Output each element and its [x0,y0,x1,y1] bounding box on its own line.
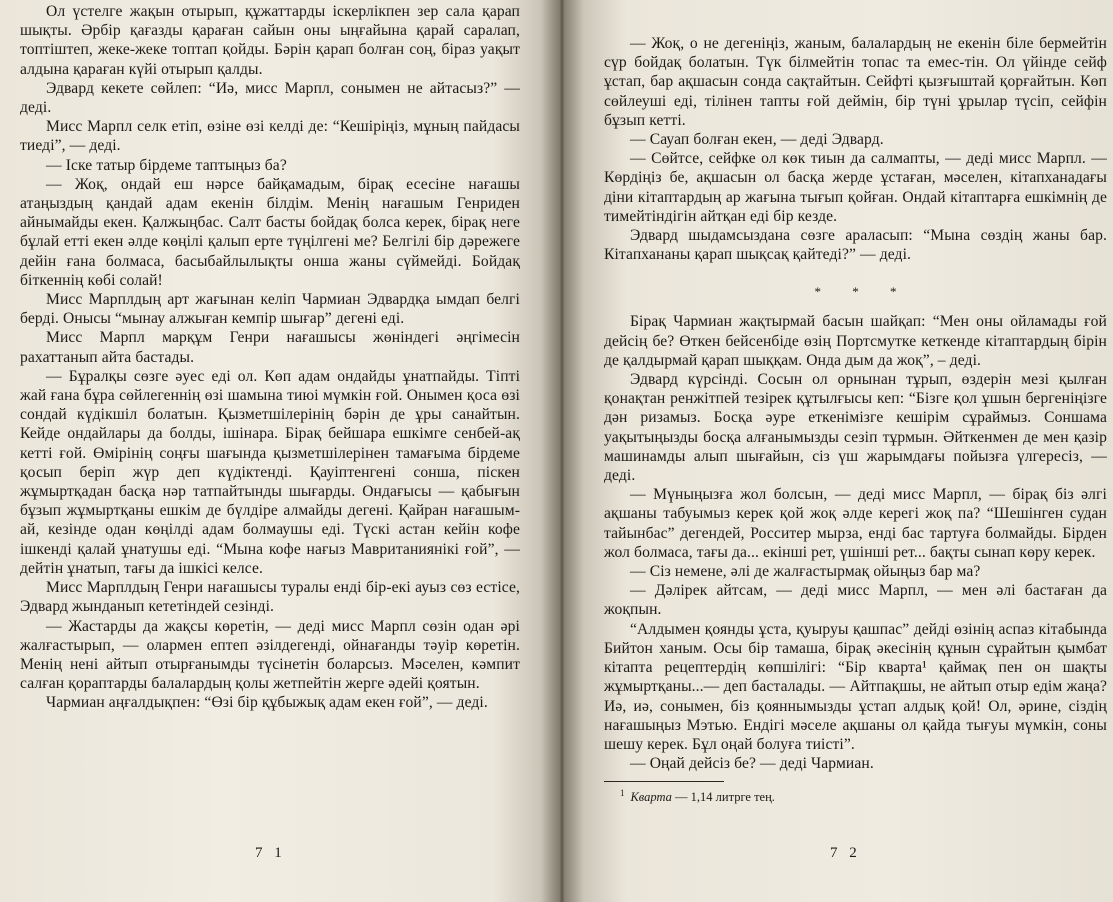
paragraph: — Жастарды да жақсы көретін, — деді мисс Марпл сөзін одан әрі жалғастырып, — олармен ептеп әзілдегенді, ойнағанды тәуір көретін. Менің нені айтып отырғанымды түсінетін боларсыз. Мәселен, кәмпит салған қораптарды балалардың қолы жетпейтін жерге әдейі қоятын. [20,617,520,693]
paragraph: — Жоқ, о не дегеніңіз, жаным, балалардың не екенін біле бермейтін сүр бойдақ болатын. Түк білмейтін топас та емес-тін. Ол үйінде сейф ұстап, бар ақшасын сонда сақтайтын. Сейфті қызғыштай қорғайтын. Көп сөйлеуші еді, тілінен тапты ғой деймін, бір түні ұрылар түсіп, сейфін бұзып кетті. [604,35,1107,129]
paragraph: Эдвард шыдамсыздана сөзге араласып: “Мына сөздің жаны бар. Кітапхананы қарап шықсақ қайтеді?” — деді. [604,227,1107,264]
paragraph: — Оңай дейсіз бе? — деді Чармиан. [630,755,874,773]
left-page-text [20,2,520,713]
paragraph: Мисс Марплдың арт жағынан келіп Чармиан Эдвардқа ымдап белгі берді. Онысы “мынау алжыған кемпір шығар” дегені еді. [20,291,520,328]
paragraph: Мисс Марплдың Генри нағашысы туралы енді бір-екі ауыз сөз естісе, Эдвард жынданып кететіндей сезінді. [20,579,520,616]
paragraph: — Іске татыр бірдеме таптыңыз ба? [46,156,287,174]
paragraph: — Дәлірек айтсам, — деді мисс Марпл, — мен әлі бастаған да жоқпын. [604,582,1107,619]
paragraph: — Сауап болған екен, — деді Эдвард. [630,131,884,149]
paragraph: — Сіз немене, әлі де жалғастырмақ ойыңыз бар ма? [630,563,981,581]
paragraph: Эдвард күрсінді. Сосын ол орнынан тұрып, өздерін мезі қылған қонақтан ренжітпей тезірек құтылғысы кеп: “Бізге қол ұшын бергеніңізге дән ризамыз. Босқа әуре еткенімізге кешірім сұраймыз. Соншама уақытыңызды босқа алғанымызды сезіп тұрмын. Әйткенмен де мен қазір машинамды алып шығайын, сіз үш жарымдағы пойызға үлгересіз, — деді. [604,371,1107,485]
right-page [560,0,1113,902]
paragraph: “Алдымен қоянды ұста, қуыруы қашпас” дейді өзінің аспаз кітабында Бийтон ханым. Осы бір тамаша, бірақ әкесінің құнын сұрайтын қымбат кітапта рецептердің көпшілігі: “Бір кварта¹ қаймақ пен он шақты жұмыртқаны...— деп басталады. — Айтпақшы, не айтып отыр едім жаңа? Иә, иә, сонымен, біз қояннымызды ұстап алдық қой! Ол, әрине, сіздің нағашыңыз Мэтью. Ендігі мәселе ақшаны ол қайда тығуы мүмкін, соны шешу керек. Бұл оңай болуға тиісті”. [604,620,1107,753]
right-page-number: 7 2 [830,845,861,861]
paragraph: — Мүныңызға жол болсын, — деді мисс Марпл, — бірақ біз әлгі ақшаны табуымыз керек қой жоқ әлде керегі жоқ па? “Шешінген судан тайынбас” дегендей, Росситер мырза, енді бас тартуға болмайды. Бірден жол болмаса, тағы да... екінші рет, үшінші рет... бақты сынап көру керек. [604,486,1107,561]
footnote-definition: — 1,14 литрге тең. [675,790,775,805]
paragraph: Бірақ Чармиан жақтырмай басын шайқап: “Мен оны ойламады ғой дейсің бе? Өткен бейсенбіде өзің Портсмутке кеткенде кітаптардың бірін де қалдырмай қарап шыққам. Онда дым да жоқ”, – деді. [604,313,1107,369]
footnote-rule [604,781,724,782]
paragraph: — Сөйтсе, сейфке ол көк тиын да салмапты, — деді мисс Марпл. — Көрдіңіз бе, ақшасын ол басқа жерде ұстаған, мәселен, кітапханадағы діни кітаптардың ар жағына тығып қойған. Ондай кітаптарға ешкімнің де тимейтіндігін айтқан еді бір кезде. [604,150,1107,225]
footnote [604,786,1107,805]
paragraph: — Бұралқы сөзге әуес еді ол. Көп адам ондайды ұнатпайды. Тіпті жай ғана бұра сөйлегеннің өзі шамына тиюі мүмкін ғой. Онымен қоса өзі сондай күдікшіл болатын. Қызметшілерінің бәрін де ұры санайтын. Кейде ондайлары да болды, ішінара. Бірақ бейшара ешкімге сенбей-ақ кетті ғой. Өмірінің соңғы шағында қызметшілерінен тамағыма бірдеме қосып беріп жүр деп күдіктенді. Қауіптенгені сонша, піскен жұмыртқадан басқа нәр татпайтынды шығарды. Ондағысы — қабығын бұзып жұмыртқаны ешкім де бүлдіре алмайды дегені. Қайран нағашым-ай, кезінде одан көңілді адам болмаушы еді. Түскі астан кейін кофе ішкенді қалай ұнатушы еді. “Мына кофе нағыз Мавританиянікі ғой”, — дейтін ұнатып, тағы да ішкісі келсе. [20,367,520,577]
footnote-term: Кварта [630,790,672,805]
paragraph: Ол үстелге жақын отырып, құжаттарды іскерлікпен зер сала қарап шықты. Әрбір қағазды қараған сайын оны ыңғайына қарай саралап, топтіштеп, жеке-жеке топтап қойды. Бәрін қарап болған соң, біраз уақыт алдына қараған күйі отырып қалды. [20,3,520,78]
paragraph: Мисс Марпл селк етіп, өзіне өзі келді де: “Кешіріңіз, мұның пайдасы тиеді”, — деді. [20,118,520,155]
section-separator: * * * [814,284,911,300]
paragraph: Чармиан аңғалдықпен: “Өзі бір құбыжық адам екен ғой”, — деді. [46,694,488,712]
paragraph: Эдвард кекете сөйлеп: “Иә, мисс Марпл, сонымен не айтасыз?” — деді. [20,79,520,117]
right-page-text-top [604,34,1107,264]
footnote-mark: 1 [620,788,625,799]
left-page-number: 7 1 [255,845,286,861]
right-page-text-bottom [604,312,1107,773]
paragraph: — Жоқ, ондай еш нәрсе байқамадым, бірақ есесіне нағашы атаңыздың қандай адам екенін білдім. Менің нағашым Генриден айнымайды екен. Қалжыңбас. Салт басты бойдақ болса керек, бірақ неге бұлай етті екен әлде көңілі қалып ерте түңілгені ме? Белгілі бір дәрежеге дейін ғана болмаса, басыбайлылықты онша жаны сүймейді. Бойдақ біткеннің көбі солай! [20,175,520,289]
paragraph: Мисс Марпл марқұм Генри нағашысы жөніндегі әңгімесін рахаттанып айта бастады. [20,329,520,366]
